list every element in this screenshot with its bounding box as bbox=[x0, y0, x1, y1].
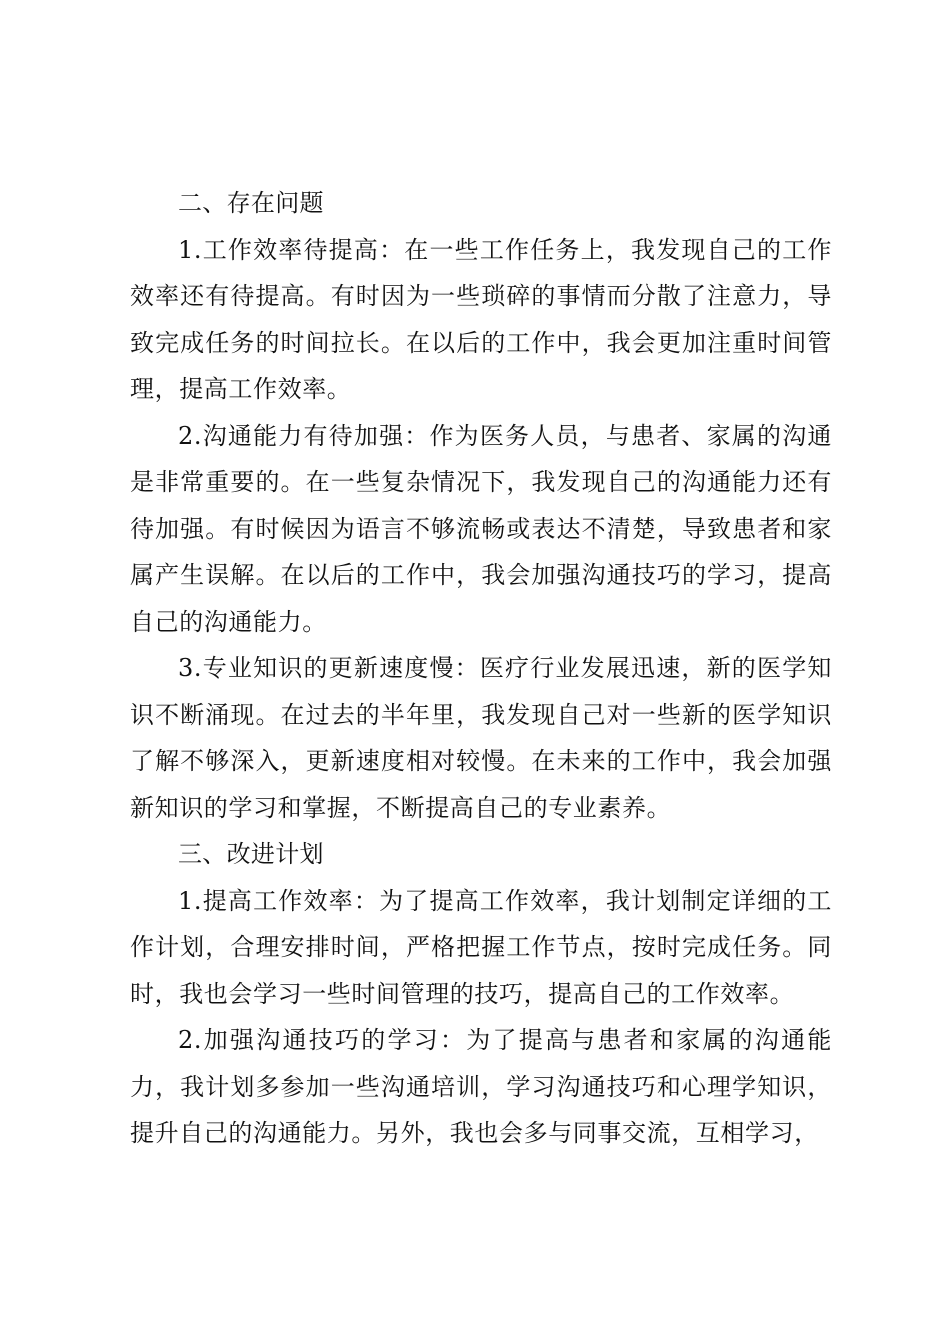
paragraph-work-efficiency: 1.工作效率待提高：在一些工作任务上，我发现自己的工作效率还有待提高。有时因为一些琐碎的事情而分散了注意力，导致完成任务的时间拉长。在以后的工作中，我会更加注重时间管理，提高工作效率。 bbox=[130, 235, 832, 403]
section-heading-improvement-plan: 三、改进计划 bbox=[178, 840, 324, 868]
paragraph-communication-skills: 2.加强沟通技巧的学习：为了提高与患者和家属的沟通能力，我计划多参加一些沟通培训，学习沟通技巧和心理学知识，提升自己的沟通能力。另外，我也会多与同事交流，互相学习， bbox=[130, 1026, 832, 1147]
document-body bbox=[130, 180, 832, 1157]
paragraph-knowledge-update: 3.专业知识的更新速度慢：医疗行业发展迅速，新的医学知识不断涌现。在过去的半年里，我发现自己对一些新的医学知识了解不够深入，更新速度相对较慢。在未来的工作中，我会加强新知识的学习和掌握，不断提高自己的专业素养。 bbox=[130, 654, 832, 822]
paragraph-improve-efficiency: 1.提高工作效率：为了提高工作效率，我计划制定详细的工作计划，合理安排时间，严格把握工作节点，按时完成任务。同时，我也会学习一些时间管理的技巧，提高自己的工作效率。 bbox=[130, 886, 832, 1008]
section-heading-problems: 二、存在问题 bbox=[178, 189, 324, 217]
paragraph-communication: 2.沟通能力有待加强：作为医务人员，与患者、家属的沟通是非常重要的。在一些复杂情况下，我发现自己的沟通能力还有待加强。有时候因为语言不够流畅或表达不清楚，导致患者和家属产生误解。在以后的工作中，我会加强沟通技巧的学习，提高自己的沟通能力。 bbox=[130, 421, 832, 636]
